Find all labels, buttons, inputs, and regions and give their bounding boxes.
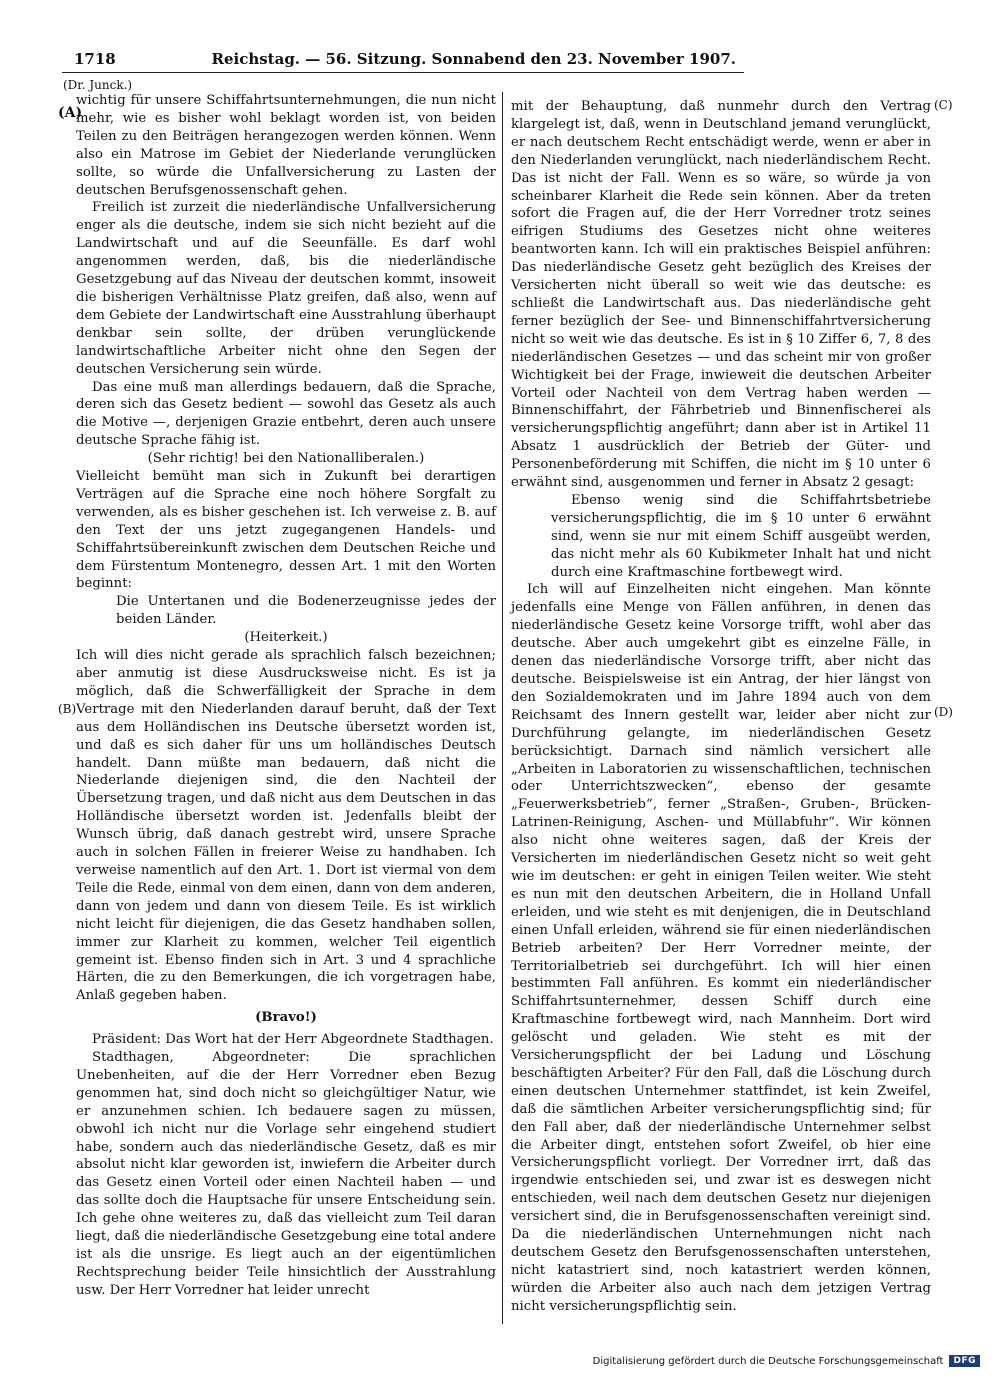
header-rule — [62, 72, 744, 73]
paragraph: wichtig für unsere Schiffahrtsunternehmungen, die nun nicht mehr, wie es bisher wohl beklagt worden ist, von beiden Teilen zu den Beiträgen herangezogen werden können. Wenn also ein Matrose im Gebiet der Niederlande verunglücken sollte, so würde die Unfallversicherung zu Lasten der deutschen Berufsgenossenschaft gehen. — [76, 93, 496, 198]
speaker-tag: (Dr. Junck.) — [63, 78, 133, 92]
quotation: Die Untertanen und die Bodenerzeugnisse jedes der beiden Länder. — [116, 594, 496, 628]
president-statement: Präsident: Das Wort hat der Herr Abgeordnete Stadthagen. — [92, 1032, 494, 1048]
right-column — [511, 98, 931, 1316]
page-title: Reichstag. — 56. Sitzung. Sonnabend den 23. November 1907. — [211, 50, 736, 68]
interjection: (Heiterkeit.) — [244, 630, 328, 646]
margin-marker-b: (B) — [58, 702, 77, 716]
margin-marker-c: (C) — [934, 98, 953, 112]
paragraph: Freilich ist zurzeit die niederländische Unfallversicherung enger als die deutsche, indem sie sich nicht bezieht auf die Landwirtschaft und auf die Seeunfälle. Es darf wohl angenommen werden, daß, bis die niederländische Gesetzgebung auf das Niveau der deutschen kommt, insoweit die bisherigen Verhältnisse Platz greifen, daß also, wenn auf dem Gebiete der Landwirtschaft eine Ausstrahlung überhaupt denkbar sein sollte, der drüben verunglückende landwirtschaftliche Arbeiter nicht ohne den Segen der deutschen Versicherung sein würde. — [76, 200, 496, 377]
margin-marker-a: (A) — [58, 105, 83, 121]
paragraph: Ich will dies nicht gerade als sprachlich falsch bezeichnen; aber anmutig ist diese Ausdrucksweise nicht. Es ist ja möglich, daß die Schwerfälligkeit der Sprache in dem Vertrage mit den Niederlanden darauf beruht, daß der Text aus dem Holländischen ins Deutsche übersetzt worden ist, und daß es sich daher für uns um holländisches Deutsch handelt. Dann müßte man bedauern, daß nicht die Niederlande diejenigen sind, die den Nachteil der Übersetzung tragen, und daß nicht aus dem Deutschen in das Holländische übersetzt worden ist. Jedenfalls bleibt der Wunsch übrig, daß danach gestrebt wird, unsere Sprache auch in solchen Fällen in freierer Weise zu handhaben. Ich verweise namentlich auf den Art. 1. Dort ist viermal von dem Teile die Rede, einmal von dem einen, dann von dem anderen, dann von jedem und dann von diesem Teile. Es ist wirklich nicht leicht für diejenigen, die das Gesetz handhaben sollen, immer zur Klarheit zu kommen, welcher Teil eigentlich gemeint ist. Ebenso finden sich in Art. 3 und 4 sprachliche Härten, die zu den Bemerkungen, die ich vorgetragen habe, Anlaß gegeben haben. — [76, 648, 496, 1004]
page-number: 1718 — [74, 50, 116, 68]
paragraph: mit der Behauptung, daß nunmehr durch den Vertrag klargelegt ist, daß, wenn in Deutschland jemand verunglückt, er nach deutschem Recht entschädigt werde, wenn er aber in den Niederlanden verunglückt, nach niederländischem Recht. Das ist nicht der Fall. Wenn es so wäre, so würde ja von scheinbarer Klarheit die Rede sein können. Aber da treten sofort die Fragen auf, die der Herr Vorredner trotz seines eifrigen Studiums des Gesetzes nicht ohne weiteres beantworten kann. Ich will ein praktisches Beispiel anführen: Das niederländische Gesetz geht bezüglich des Kreises der Versicherten nicht überall so weit wie das deutsche: es schließt die Landwirtschaft aus. Das niederländische geht ferner bezüglich der See- und Binnenschiffahrtversicherung nicht so weit wie das deutsche. Es ist in § 10 Ziffer 6, 7, 8 des niederländischen Gesetzes — und das scheint mir von großer Wichtigkeit bei der Frage, inwieweit die deutschen Arbeiter Vorteil oder Nachteil von dem Vertrag haben werden — Binnenschiffahrt, der Fährbetrieb und Binnenfischerei als versicherungspflichtig angeführt; dann aber ist in Artikel 11 Absatz 1 ausdrücklich der Betrieb der Güter- und Personenbeförderung mit Schiffen, die nicht im § 10 unter 6 erwähnt sind, ausgenommen und ferner in Absatz 2 gesagt: — [511, 99, 931, 491]
column-divider — [502, 92, 503, 1324]
dfg-logo: DFG — [949, 1355, 980, 1367]
left-column — [76, 92, 496, 1300]
quotation: Ebenso wenig sind die Schiffahrtsbetriebe versicherungspflichtig, die im § 10 unter 6 erwähnt sind, wenn sie nur mit einem Schiff ausgeübt werden, das nicht mehr als 60 Kubikmeter Inhalt hat und nicht durch eine Kraftmaschine fortbewegt wird. — [551, 492, 931, 580]
paragraph: Vielleicht bemüht man sich in Zukunft bei derartigen Verträgen auf die Sprache eine noch höhere Sorgfalt zu verwenden, als es bisher geschehen ist. Ich verweise z. B. auf den Text der uns jetzt zugegangenen Handels- und Schiffahrtsübereinkunft zwischen dem Deutschen Reiche und dem Fürstentum Montenegro, dessen Art. 1 mit den Worten beginnt: — [76, 469, 496, 592]
interjection: (Bravo!) — [255, 1010, 317, 1026]
interjection: (Sehr richtig! bei den Nationalliberalen.) — [147, 451, 425, 467]
margin-marker-d: (D) — [934, 705, 953, 719]
paragraph: Das eine muß man allerdings bedauern, daß die Sprache, deren sich das Gesetz bedient — sowohl das Gesetz als auch die Motive —, derjenigen Grazie entbehrt, deren auch unsere deutsche Sprache fähig ist. — [76, 379, 496, 449]
paragraph: Ich will auf Einzelheiten nicht eingehen. Man könnte jedenfalls eine Menge von Fällen anführen, in denen das niederländische Gesetz keine Vorsorge trifft, wohl aber das deutsche. Aber auch umgekehrt gibt es einzelne Fälle, in denen das niederländische Vorsorge trifft, aber nicht das deutsche. Beispielsweise ist ein Antrag, der hier längst von den Sozialdemokraten und im Jahre 1894 auch von dem Reichsamt des Innern gestellt war, leider aber nicht zur Durchführung gelangte, im niederländischen Gesetz berücksichtigt. Darnach sind nämlich versichert alle „Arbeiten in Laboratorien zu wissenschaftlichen, technischen oder Unterrichtszwecken“, ebenso der gesamte „Feuerwerksbetrieb“, ferner „Straßen-, Gruben-, Brücken-Latrinen-Reinigung, Aschen- und Müllabfuhr“. Wir können also nicht ohne weiteres sagen, daß der Kreis der Versicherten im niederländischen Gesetz nicht so weit geht wie im deutschen: er geht in einigen Teilen weiter. Wie steht es nun mit den deutschen Arbeitern, die in Holland Unfall erleiden, und wie steht es mit denjenigen, die in Deutschland einen Unfall erleiden, während sie für einen niederländischen Betrieb arbeiten? Der Herr Vorredner meinte, der Territorialbetrieb sei durchgeführt. Ich will hier einen bestimmten Fall anführen. Es kommt ein niederländischer Schiffahrtsunternehmer, dessen Schiff durch eine Kraftmaschine fortbewegt wird, nach Mannheim. Dort wird gelöscht und geladen. Wie steht es mit der Versicherungspflicht der bei Ladung und Löschung beschäftigten Arbeiter? Für den Fall, daß die Löschung durch einen deutschen Unternehmer stattfindet, ist kein Zweifel, daß die sämtlichen Arbeiter versicherungspflichtig sind; für den Fall aber, daß der niederländische Unternehmer selbst die Arbeiter dingt, entstehen sofort Zweifel, ob hier eine Versicherungspflicht vorliegt. Der Vorredner irrt, daß das irgendwie entschieden sei, und zwar ist es deswegen nicht entschieden, weil nach dem deutschen Gesetz nur diejenigen versichert sind, die in Berufsgenossenschaften vereinigt sind. Da die niederländischen Unternehmungen nicht nach deutschem Gesetz den Berufsgenossenschaften unterstehen, nicht katastriert sind, noch katastriert werden können, würden die Arbeiter also auch nach dem jetzigen Vertrag nicht versicherungspflichtig sein. — [511, 582, 931, 1314]
page-header — [74, 50, 744, 68]
speaker-statement: Stadthagen, Abgeordneter: Die sprachlichen Unebenheiten, auf die der Herr Vorredner eben Bezug genommen hat, sind doch nicht so gleichgültiger Natur, wie er anzunehmen schien. Ich bedauere sagen zu müssen, obwohl ich nicht nur die Vorlage sehr eingehend studiert habe, sondern auch das niederländische Gesetz, daß es mir absolut nicht klar geworden ist, inwiefern die Arbeiter durch das Gesetz einen Vorteil oder einen Nachteil haben — und das sollte doch die Hauptsache für unsere Entscheidung sein. Ich gehe ohne weiteres zu, daß das vielleicht zum Teil daran liegt, daß die niederländische Gesetzgebung eine total andere ist als die unsrige. Es liegt auch an der eigentümlichen Rechtsprechung beider Teile hinsichtlich der Ausstrahlung usw. Der Herr Vorredner hat leider unrecht — [76, 1050, 496, 1298]
footer-text: Digitalisierung gefördert durch die Deutsche Forschungsgemeinschaft — [592, 1355, 944, 1367]
footer-note — [593, 1355, 980, 1367]
